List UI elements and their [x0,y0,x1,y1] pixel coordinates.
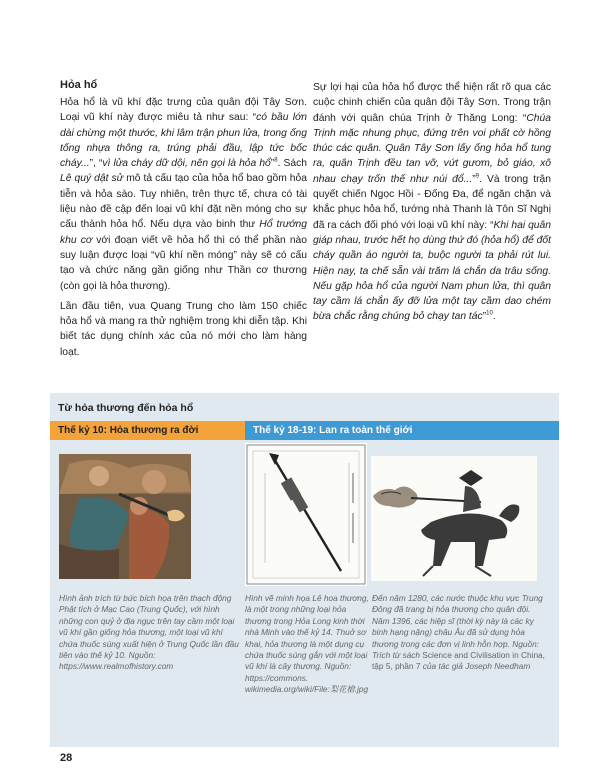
timeline-box [50,393,559,747]
caption-horseman: Đến năm 1280, các nước thuộc khu vực Trung Đông đã trang bị hỏa thương cho quân đội. Năm 1396, các hiệp sĩ (thời kỳ này là các kỵ binh hạng nặng) châu Âu đã sử dụng hỏa thương trong các đơn vị linh hỗn hợp. Nguồn: Trích từ sách Science and Civilisation in China, tập 5, phần 7 của tác giả Joseph Needham [372,593,545,672]
paragraph-3: Sự lợi hại của hỏa hổ được thể hiện rất rõ qua các cuộc chinh chiến của quân đội Tây Sơn. Trong trận đánh với quân chúa Trịnh ở Thăng Long: “Chúa Trịnh mặc nhung phục, đứng trên voi phất cờ hồng thúc các quân. Quân Tây Sơn lấy ống hỏa hổ tung ra, quân Trịnh đều tan vỡ, vứt gươm, bỏ giáo, xô nhau chạy trốn thế như núi đổ...”$^9$. Và trong trận quyết chiến Ngọc Hồi - Đống Đa, để ngăn chặn và khắc phục hỏa hổ, tướng nhà Thanh là Tôn Sĩ Nghị đã ra cách đối phó với loại vũ khí này: “Khi hai quân giáp nhau, trước hết họ dùng thứ đó (hỏa hổ) để đốt cháy quần áo người ta, buộc người ta phải rút lui. Hiện nay, ta chế sẵn vài trăm lá chắn da trâu sống. Nếu gặp hỏa hổ của người Nam phun lửa, thì quân tay cầm lá chắn ấy đỡ lửa một tay cầm dao chém bừa chắc rằng chúng bỏ chạy tan tác”$^{10}$. [313,82,551,323]
era-bar-18-19th-century: Thế kỷ 18-19: Lan ra toàn thế giới [245,421,559,440]
fire-lance-drawing [245,443,367,586]
caption-fresco: Hình ảnh trích từ bức bích họa trên thạch động Phật tích ở Mạc Cao (Trung Quốc), với hình những con quỷ ở địa ngục trên tay cầm một loại vũ khí gần giống hỏa thương, một loại vũ khí chứa thuốc súng xuất hiện ở Trung Quốc lần đầu tiên vào thế kỷ 10. Nguồn: https://www.realmofhistory.com [59,593,239,672]
right-column [313,80,551,330]
section-heading: Hỏa hổ [60,79,98,91]
era-bar-10th-century: Thế kỷ 10: Hỏa thương ra đời [50,421,245,440]
caption-fire-lance: Hình vẽ minh họa Lê hoa thương, là một trong những loại hỏa thương trong Hỏa Long kinh thời nhà Minh vào thế kỷ 14. Thuở sơ khai, hỏa thương là một dụng cụ chứa thuốc súng gắn với một loại vũ khí là cây thương. Nguồn: https://commons. wikimedia.org/wiki/File:梨花槍.jpg [245,593,369,695]
paragraph-2: Lần đầu tiên, vua Quang Trung cho làm 150 chiếc hỏa hổ và mang ra thử nghiệm trong khi diễn tập. Khi biết tác dụng chính xác của nó mới cho làm hàng loạt. [60,300,307,358]
left-column [60,78,307,365]
fresco-demon-image [59,454,191,579]
paragraph-1: Hỏa hổ là vũ khí đặc trưng của quân đội Tây Sơn. Loại vũ khí này được miêu tả như sau: “có bầu lớn dài chừng một thước, khi lâm trận phun lửa, trong ống tống nhựa thông ra, trúng phải đầu, lập tức bốc cháy...”, “vì lửa cháy dữ dội, nên gọi là hỏa hổ”$^8$. Sách Lê quý dật sử mô tả cấu tạo của hỏa hổ bao gồm hỏa tiễn và hỏa sào. Tuy nhiên, trên thực tế, chưa có tài liệu nào đề cập đến loại vũ khí đặt nền móng cho sự cấu thành hỏa hổ. Nếu dựa vào binh thư Hổ trướng khu cơ với đoạn viết về hỏa hổ thì có thể phần nào suy luận được loại “vũ khí nền móng” này sẽ có cấu tạo và chức năng gần giống như Thần cơ thương (còn gọi là hỏa thương). [60,97,307,292]
box-title: Từ hỏa thương đến hỏa hổ [58,402,194,414]
horseman-fire-lance-image [371,456,537,581]
page-number: 28 [60,752,73,764]
